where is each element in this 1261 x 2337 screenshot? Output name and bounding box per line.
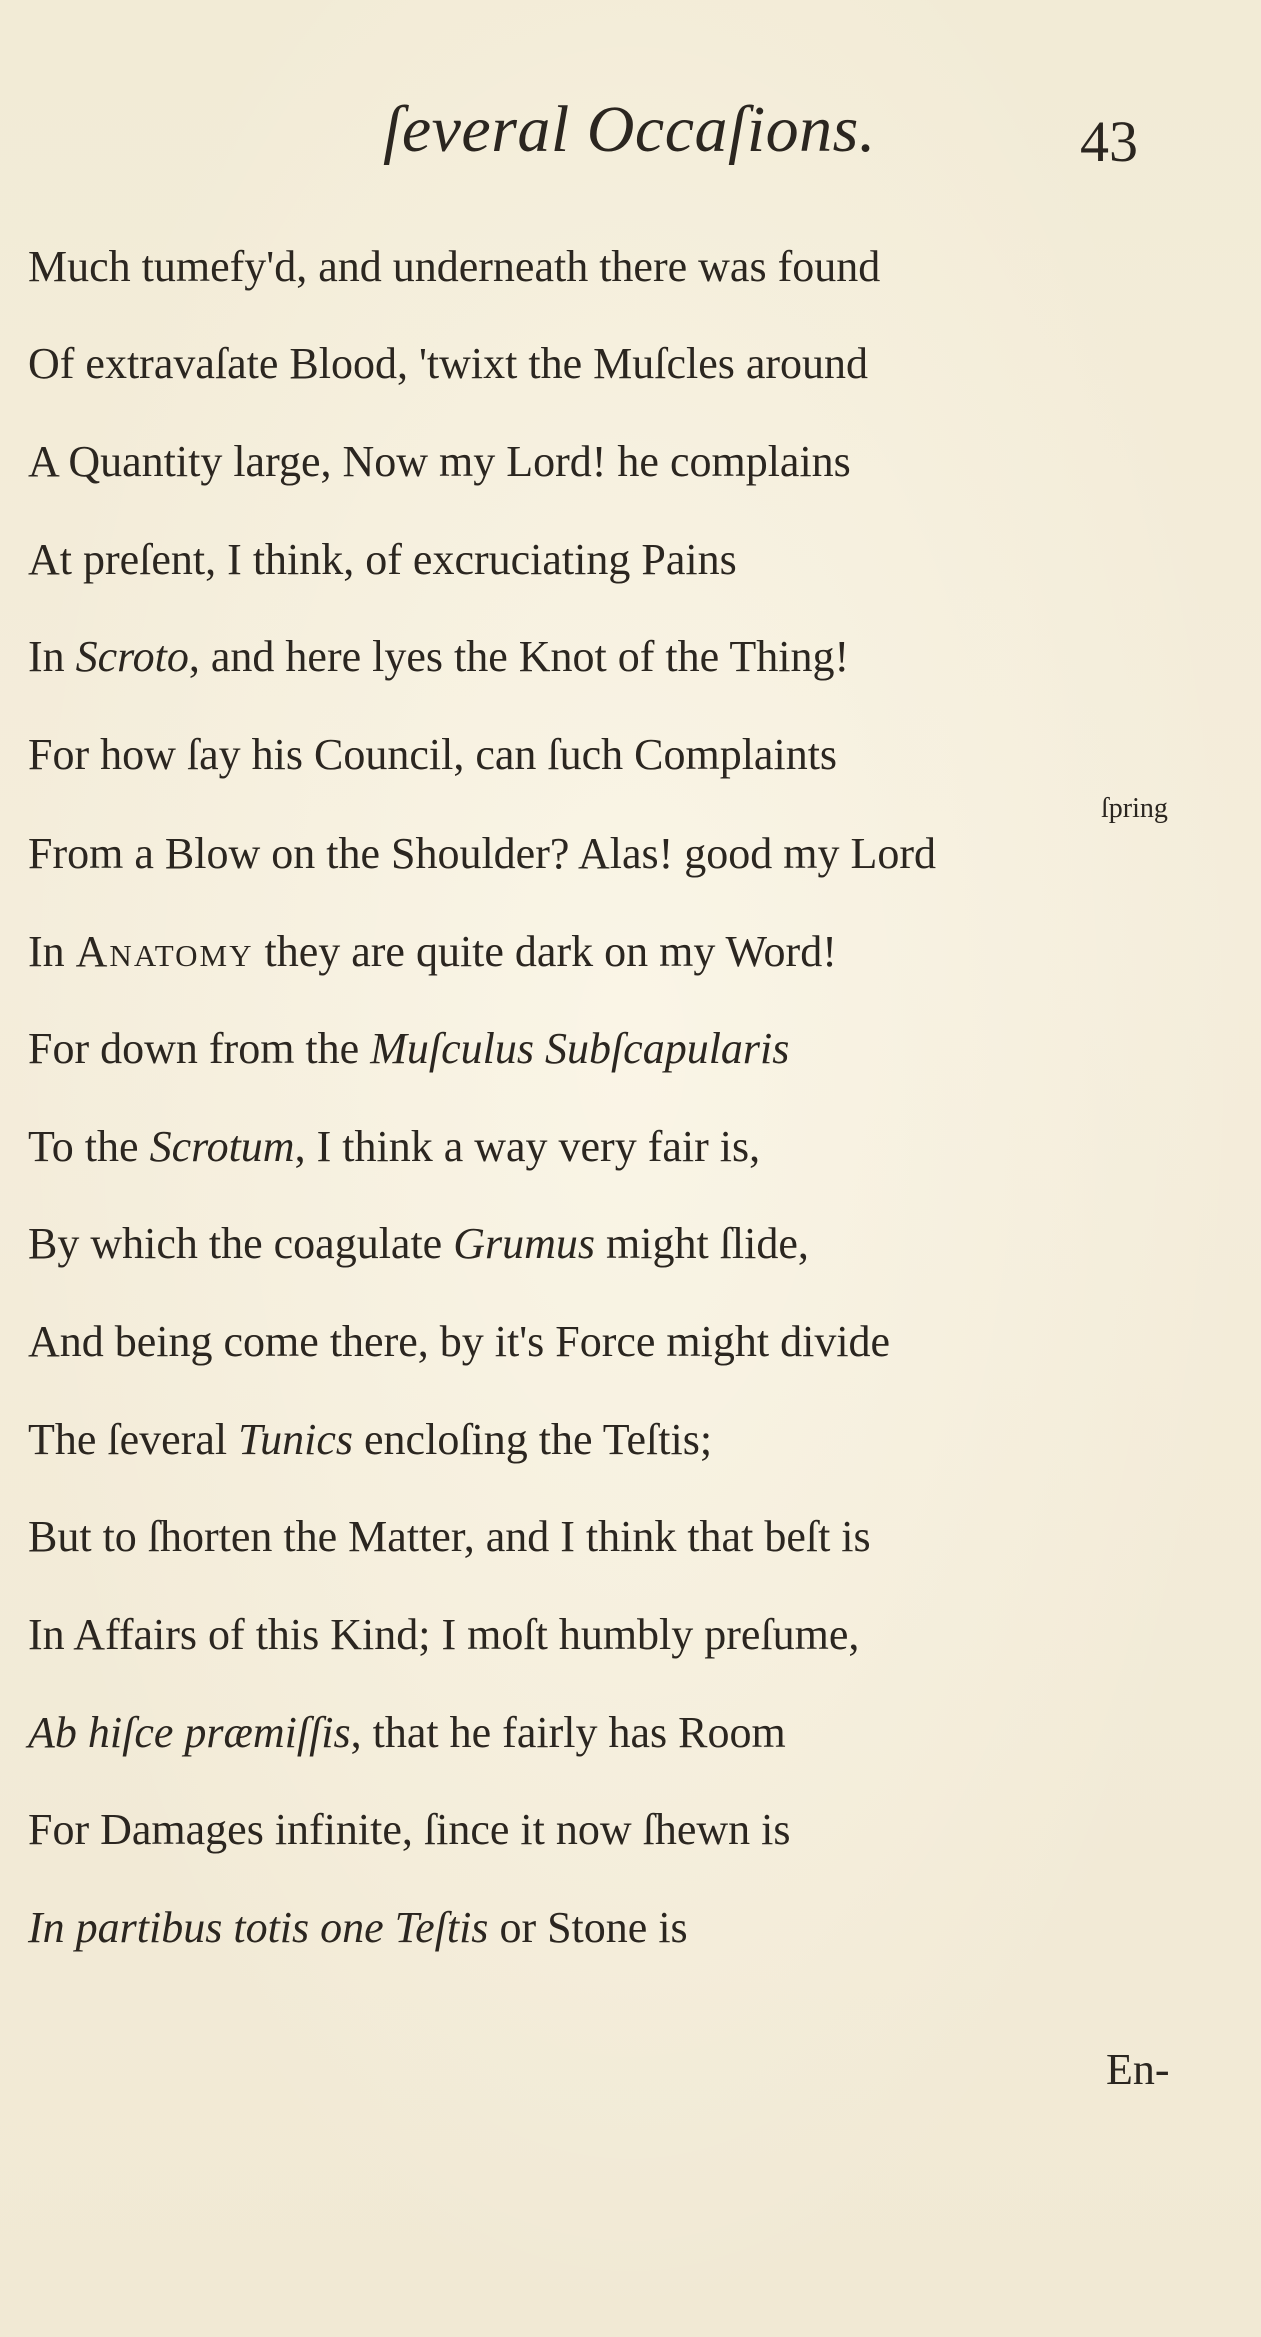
verse-line-14 <box>28 1512 871 1561</box>
verse-line-14-segment-1: But to ſhorten the Matter, and I think that beſt is <box>28 1512 871 1561</box>
verse-line-18-segment-1: In partibus totis one Teſtis <box>28 1903 489 1952</box>
verse-line-10-segment-2: Scrotum <box>149 1122 295 1171</box>
verse-line-8-segment-2: Anatomy <box>75 927 254 976</box>
verse-line-11-segment-1: By which the coagulate <box>28 1219 454 1268</box>
verse-line-17-segment-1: For Damages infinite, ſince it now ſhewn is <box>28 1805 791 1854</box>
verse-line-8 <box>28 927 837 976</box>
verse-line-11-segment-3: might ſlide, <box>595 1219 809 1268</box>
verse-line-10 <box>28 1122 761 1171</box>
verse-line-4 <box>28 535 737 584</box>
verse-line-6-segment-1: For how ſay his Council, can ſuch Complaints <box>28 730 838 779</box>
verse-line-4-segment-1: At preſent, I think, of excruciating Pains <box>28 535 737 584</box>
verse-line-18-segment-2: or Stone is <box>488 1903 688 1952</box>
verse-line-12-segment-1: And being come there, by it's Force might divide <box>28 1317 891 1366</box>
verse-line-15 <box>28 1610 860 1659</box>
verse-line-16-segment-1: Ab hiſce præmiſſis <box>28 1708 351 1757</box>
verse-line-17 <box>28 1805 791 1854</box>
verse-line-13-segment-2: Tunics <box>238 1415 354 1464</box>
verse-line-8-segment-3: they are quite dark on my Word! <box>253 927 837 976</box>
verse-line-11-segment-2: Grumus <box>453 1219 595 1268</box>
verse-line-9-segment-1: For down from the <box>28 1024 371 1073</box>
verse-line-13-segment-3: encloſing the Teſtis; <box>353 1415 713 1464</box>
verse-line-5-segment-2: Scroto <box>75 632 189 681</box>
verse-line-3-segment-1: A Quantity large, Now my Lord! he complains <box>28 437 851 486</box>
verse-line-10-segment-3: , I think a way very fair is, <box>294 1122 761 1171</box>
verse-line-3 <box>28 437 851 486</box>
verse-line-2-segment-1: Of extravaſate Blood, 'twixt the Muſcles around <box>28 339 869 388</box>
verse-line-12 <box>28 1317 891 1366</box>
page-number: 43 <box>1080 109 1138 174</box>
verse-line-15-segment-1: In Affairs of this Kind; I moſt humbly preſume, <box>28 1610 860 1659</box>
running-head: ſeveral Occaſions. <box>383 93 876 166</box>
verse-line-10-segment-1: To the <box>28 1122 150 1171</box>
verse-line-8-segment-1: In <box>28 927 76 976</box>
catchword: En- <box>1106 2045 1170 2094</box>
turnover-word: ſpring <box>1101 793 1168 824</box>
verse-line-13-segment-1: The ſeveral <box>28 1415 239 1464</box>
verse-line-18 <box>28 1903 688 1952</box>
verse-line-1-segment-1: Much tumefy'd, and underneath there was found <box>28 242 881 291</box>
verse-line-11 <box>28 1219 809 1268</box>
verse-line-13 <box>28 1415 713 1464</box>
verse-line-16 <box>28 1708 786 1757</box>
verse-line-5 <box>28 632 850 681</box>
verse-line-9-segment-2: Muſculus Subſcapularis <box>370 1024 790 1073</box>
verse-line-9 <box>28 1024 790 1073</box>
verse-line-16-segment-2: , that he fairly has Room <box>350 1708 786 1757</box>
verse-line-5-segment-3: , and here lyes the Knot of the Thing! <box>188 632 850 681</box>
verse-line-6 <box>28 730 838 779</box>
verse-line-7 <box>28 829 937 878</box>
verse-line-5-segment-1: In <box>28 632 76 681</box>
verse-line-2 <box>28 339 869 388</box>
verse-line-1 <box>28 242 881 291</box>
verse-line-7-segment-1: From a Blow on the Shoulder? Alas! good my Lord <box>28 829 937 878</box>
